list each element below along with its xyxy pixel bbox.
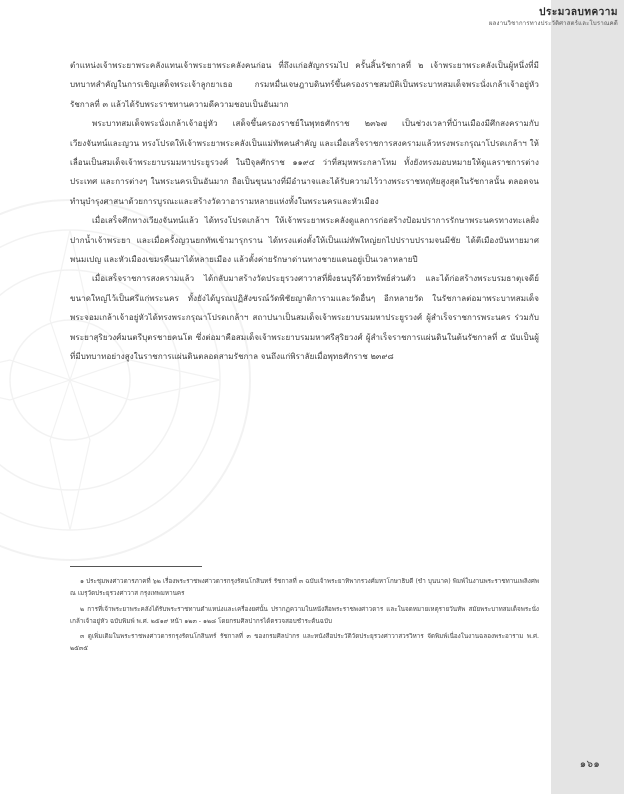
- margin-band: [551, 0, 624, 794]
- paragraph: เมื่อเสร็จราชการสงครามแล้ว ได้กลับมาสร้างวัดประยุรวงศาวาสที่ฝั่งธนบุรีด้วยทรัพย์ส่วนตัว และได้ก่อสร้างพระบรมธาตุเจดีย์ขนาดใหญ่ไว้เป็นศรีแก่พระนคร ทั้งยังได้บูรณปฏิสังขรณ์วัดพิชัยญาติการามและวัดอื่นๆ อีกหลายวัด ในรัชกาลต่อมาพระบาทสมเด็จพระจอมเกล้าเจ้าอยู่หัวได้ทรงพระกรุณาโปรดเกล้าฯ สถาปนาเป็นสมเด็จเจ้าพระยาบรมมหาประยูรวงศ์ ผู้สำเร็จราชการพระนคร ร่วมกับพระยาสุริยวงศ์มนตรีบุตรชายคนโต ซึ่งต่อมาคือสมเด็จเจ้าพระยาบรมมหาศรีสุริยวงศ์ ผู้สำเร็จราชการแผ่นดินในต้นรัชกาลที่ ๕ นับเป็นผู้ที่มีบทบาทอย่างสูงในราชการแผ่นดินตลอดสามรัชกาล จนถึงแก่พิราลัยเมื่อพุทธศักราช ๒๓๙๘: [70, 274, 539, 362]
- footnote-divider: [70, 566, 202, 567]
- footnote: ๑ ประชุมพงศาวดารภาคที่ ๖๒ เรื่องพระราชพงศาวดารกรุงรัตนโกสินทร์ รัชกาลที่ ๓ ฉบับเจ้าพระยาทิพากรวงศ์มหาโกษาธิบดี (ขำ บุนนาค) พิมพ์ในงานพระราชทานเพลิงศพ ณ เมรุวัดประยุรวงศาวาส กรุงเทพมหานคร: [70, 578, 539, 598]
- paragraph: พระบาทสมเด็จพระนั่งเกล้าเจ้าอยู่หัว เสด็จขึ้นครองราชย์ในพุทธศักราช ๒๓๖๗ เป็นช่วงเวลาที่บ้านเมืองมีศึกสงครามกับเวียงจันทน์และญวน ทรงโปรดให้เจ้าพระยาพระคลังเป็นแม่ทัพคนสำคัญ และเมื่อเสร็จราชการสงครามแล้วทรงพระกรุณาโปรดเกล้าฯ ให้เลื่อนเป็นสมเด็จเจ้าพระยาบรมมหาประยูรวงศ์ ในปีจุลศักราช ๑๑๙๔ ว่าที่สมุหพระกลาโหม ทั้งยังทรงมอบหมายให้ดูแลราชการต่างประเทศ และการต่างๆ ในพระนครเป็นอันมาก ถือเป็นขุนนางที่มีอำนาจและได้รับความไว้วางพระราชหฤทัยสูงสุดในรัชกาลนั้น ตลอดจนทำนุบำรุงศาสนาด้วยการบูรณะและสร้างวัดวาอารามหลายแห่งทั้งในพระนครและหัวเมือง: [70, 119, 539, 206]
- footnote: ๒ การที่เจ้าพระยาพระคลังได้รับพระราชทานตำแหน่งและเครื่องยศนั้น ปรากฏความในหนังสือพระราชพงศาวดาร และในจดหมายเหตุรายวันทัพ สมัยพระบาทสมเด็จพระนั่งเกล้าเจ้าอยู่หัว ฉบับพิมพ์ พ.ศ. ๒๕๑๙ หน้า ๑๒๓ - ๑๒๘ โดยกรมศิลปากรได้ตรวจสอบชำระต้นฉบับ: [70, 605, 539, 625]
- header-subtitle: ผลงานวิชาการทางประวัติศาสตร์และโบราณคดี: [488, 20, 618, 27]
- paragraph: ตำแหน่งเจ้าพระยาพระคลังแทนเจ้าพระยาพระคลังคนก่อน ที่ถึงแก่อสัญกรรมไป ครั้นสิ้นรัชกาลที่ ๒ เจ้าพระยาพระคลังเป็นผู้หนึ่งที่มีบทบาทสำคัญในการเชิญเสด็จพระเจ้าลูกยาเธอ กรมหมื่นเจษฎาบดินทร์ขึ้นครองราชสมบัติเป็นพระบาทสมเด็จพระนั่งเกล้าเจ้าอยู่หัว รัชกาลที่ ๓ แล้วได้รับพระราชทานความดีความชอบเป็นอันมาก: [70, 61, 539, 109]
- paragraph: เมื่อเสร็จศึกทางเวียงจันทน์แล้ว ได้ทรงโปรดเกล้าฯ ให้เจ้าพระยาพระคลังดูแลการก่อสร้างป้อมปราการรักษาพระนครทางทะเลฝั่งปากน้ำเจ้าพระยา และเมื่อครั้งญวนยกทัพเข้ามารุกราน ได้ทรงแต่งตั้งให้เป็นแม่ทัพใหญ่ยกไปปราบปรามจนมีชัย ได้ตีเมืองบันทายมาศ พนมเปญ และหัวเมืองเขมรคืนมาได้หลายเมือง แล้วตั้งค่ายรักษาด่านทางชายแดนอยู่เป็นเวลาหลายปี: [70, 216, 539, 265]
- footnotes: [70, 576, 539, 659]
- header-title: ประมวลบทความ: [539, 7, 618, 18]
- page-number: ๑๖๑: [579, 759, 601, 770]
- footnote: ๓ ดูเพิ่มเติมในพระราชพงศาวดารกรุงรัตนโกสินทร์ รัชกาลที่ ๓ ของกรมศิลปากร และหนังสือประวัติวัดประยุรวงศาวาสวรวิหาร จัดพิมพ์เนื่องในงานฉลองพระอาราม พ.ศ. ๒๕๓๕: [70, 633, 539, 653]
- body-text: [70, 56, 539, 367]
- running-header: [488, 7, 618, 28]
